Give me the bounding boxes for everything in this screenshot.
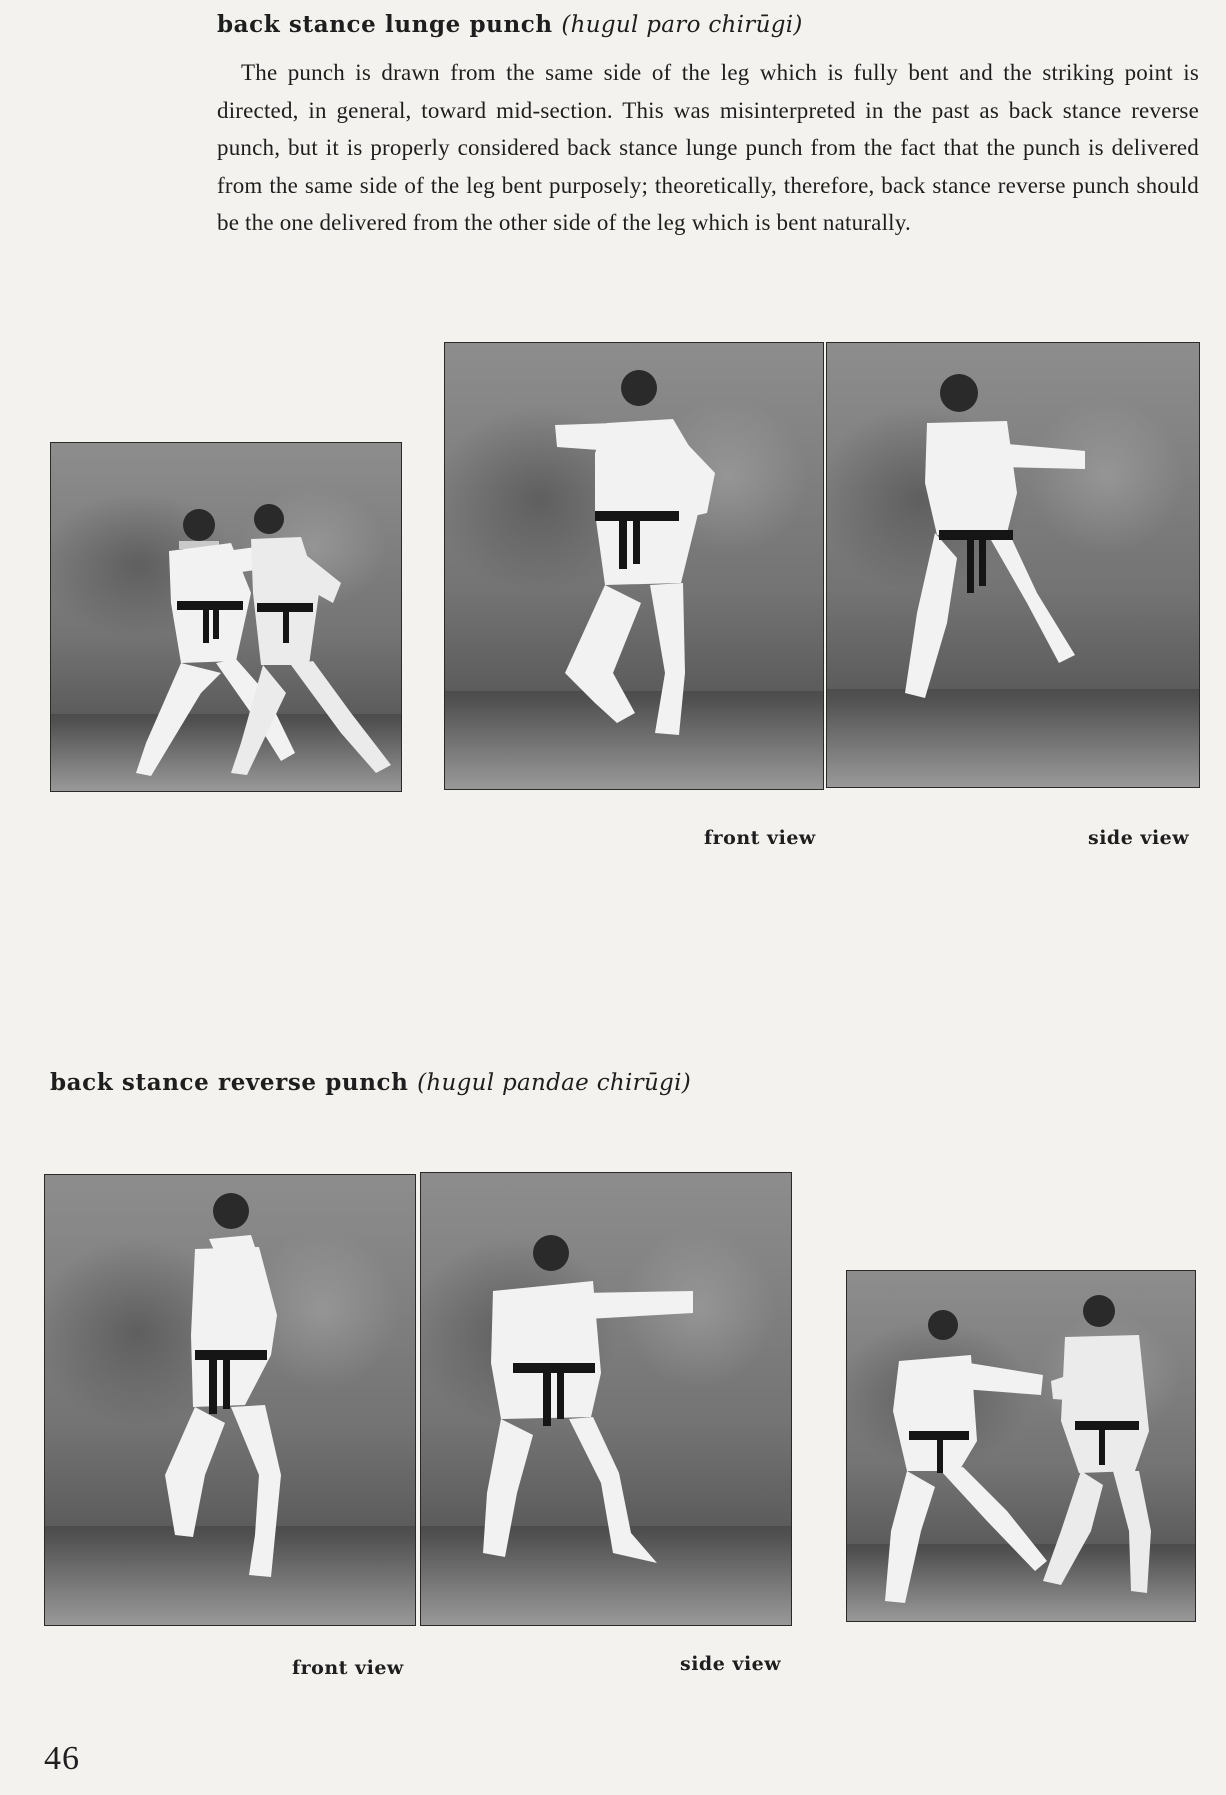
page-number: 46 — [44, 1740, 80, 1777]
caption-side-view: side view — [1088, 827, 1190, 849]
photo-reverse-punch-front-view — [44, 1174, 416, 1626]
photo-reverse-punch-side-view — [420, 1172, 792, 1626]
photo-lunge-punch-side-view — [826, 342, 1200, 788]
photo-sparring-lunge-punch — [50, 442, 402, 792]
figure-right — [231, 504, 391, 775]
figure-left — [885, 1310, 1047, 1603]
caption-front-view: front view — [704, 827, 816, 849]
photo-sparring-reverse-punch — [846, 1270, 1196, 1622]
photo-lunge-punch-front-view — [444, 342, 824, 790]
section-title: back stance lunge punch — [217, 11, 553, 38]
section-term: (hugul paro chirūgi) — [561, 12, 803, 38]
caption-front-view: front view — [292, 1657, 404, 1679]
figure — [483, 1235, 693, 1563]
figure — [165, 1193, 281, 1577]
section-body-text: The punch is drawn from the same side of the leg which is fully bent and the striking point is directed, in general, toward mid-section. This was misinterpreted in the past as back stance reverse punch, but it is properly considered back stance lunge punch from the fact that the punch is delivered from the same side of the leg bent purposely; theoretically, therefore, back stance reverse punch should be the one delivered from the other side of the leg which is bent naturally. — [217, 60, 1199, 235]
section-title: back stance reverse punch — [50, 1069, 409, 1096]
section-heading-lunge-punch — [217, 11, 803, 38]
caption-side-view: side view — [680, 1653, 782, 1675]
section-heading-reverse-punch — [50, 1069, 691, 1096]
figure — [555, 370, 715, 735]
figure-right — [1043, 1295, 1151, 1593]
section-term: (hugul pandae chirūgi) — [417, 1070, 692, 1096]
figure — [905, 374, 1085, 698]
